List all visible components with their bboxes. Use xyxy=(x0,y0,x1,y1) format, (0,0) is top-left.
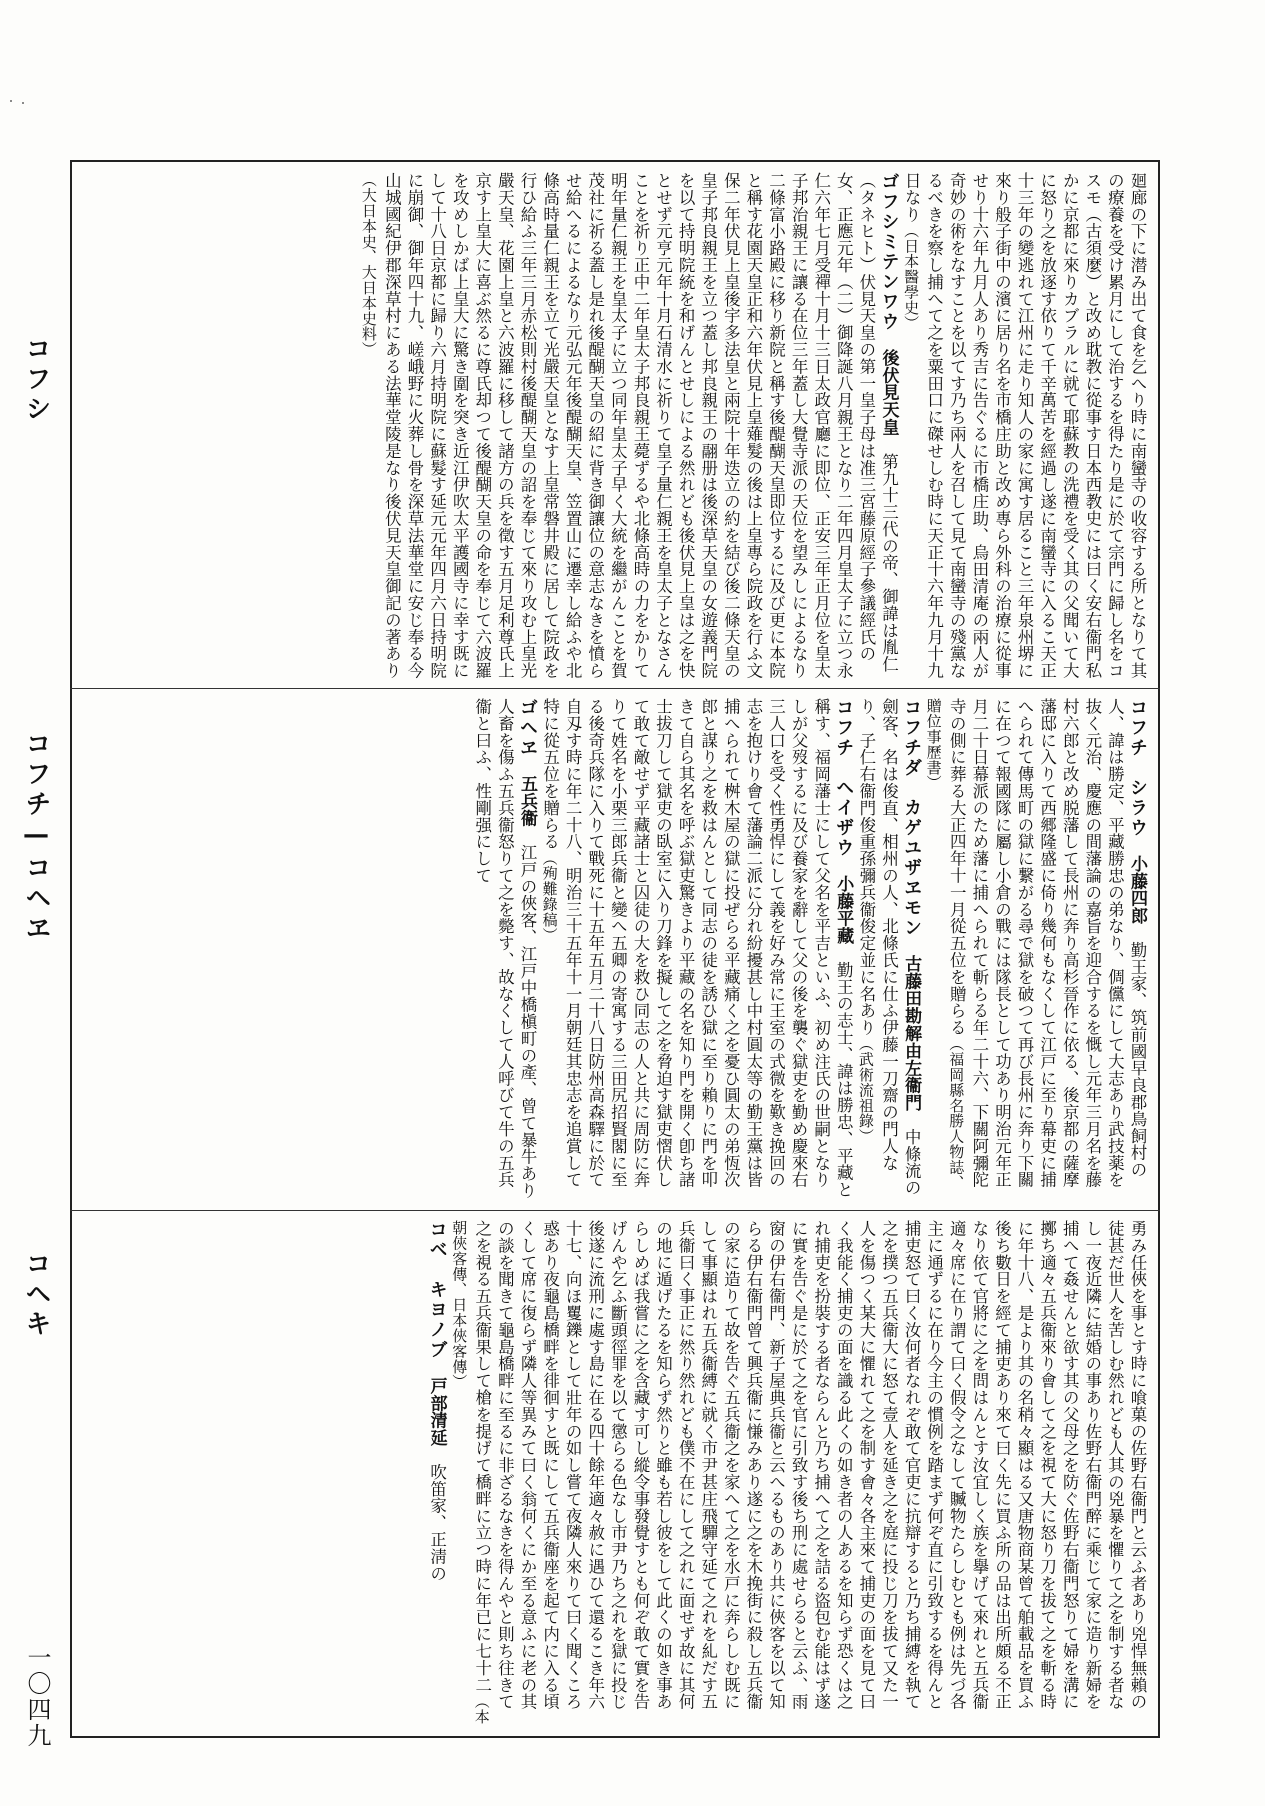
entry-name: 戸部清延 xyxy=(426,1376,447,1447)
continued-text: 廻廊の下に潜み出て食を乞へり時に南蠻寺の收容する所となりて其の療養を受け累月にして治するを得たり是に於て宗門に歸し名をコスモ（古須麼）と改め耽教に從事す日本西教史には曰く安右衞門私かに京都に來りカブラルに就て耶蘇教の洗禮を受く其の父聞いて大に怒り之を放逐す依りて千辛萬苦を經過し遂に南蠻寺に入るこ天正十三年の變逃れて江州に走り知人の家に寓す居ること三年泉州堺に來り般子街中の濱に居り名を市橋庄助と改め專ら外科の治療に從事せり十六年九月人あり秀吉に告ぐるに市橋庄助、烏田清庵の兩人が奇妙の術をなすことを以てす乃ち兩人を召して見て南蠻寺の殘黨なるべきを察し捕へて之を粟田口に磔せしむ時に天正十六年九月十九日なり xyxy=(902,172,1147,679)
entry-heading: ゴフシミテンワウ xyxy=(878,172,900,332)
source-note: （殉難錄稿） xyxy=(540,850,559,943)
section-top xyxy=(84,172,1148,680)
entry-body: 第九十三代の帝、御諱は胤仁（タネヒト）伏見天皇の第一皇子母は准三宮藤原經子參議經氏の女、正應元年（二）御降誕八月親王となり二年四月皇太子に立つ永仁六年七月受禪十月十三日太政官廳に即位、正安三年正月位を皇太子邦治親王に讓る在位三年蓋し大覺寺派の天位を望みしによるなり二條富小路殿に移り新院と稱す後醍醐天皇即位するに及び更に本院と稱す花園天皇正和六年伏見上皇薙髮の後は上皇專ら院政を行ふ文保二年伏見上皇後宇多法皇と兩院十年迭立の約を結び後二條天皇の皇子邦良親王を立つ蓋し邦良親王の翮册は後深草天皇の女遊義門院を以て持明院統を和げんとせしによる然れども後伏見上皇は之を快とせず元亨元年十月石清水に祈りて皇子量仁親王を皇太子となさんことを祈り正中二年皇太子邦良親王薨ずるや北條高時の力をかりて明年量仁親王を皇太子に立つ同年皇太子早く大統を繼がんことを賀茂社に祈る蓋し是れ後醍醐天皇の紹に背き御讓位の意志なきを憤らせ給へるによるなり元弘元年後醍醐天皇、笠置山に遷幸し給ふや北條高時量仁親王を立て光嚴天皇となす上皇常磐井殿に居して院政を行ひ給ふ三年三月赤松則村後醍醐天皇の詔を奉じて來り攻む上皇光嚴天皇、花園上皇と六波羅に移して諸方の兵を徵す五月足利尊氏上京す上皇大に喜ぶ然るに尊氏却つて後醍醐天皇の命を奉じて六波羅を攻めしかば上皇大に驚き圍を突き近江伊吹太平護國寺に幸す既にして十八日京都に歸り六月持明院に蘇髮す延元元年四月六日持明院に崩御、御年四十九、嵯峨野に火葬し骨を深草法華堂に安じ奉る今山城國紀伊郡深草村にある法華堂陵是なり後伏見天皇御記の著あり xyxy=(382,172,899,679)
sidebar-header-top: コフシ xyxy=(21,335,51,425)
entry-gohee xyxy=(470,698,538,1202)
section-divider-2 xyxy=(70,1210,1160,1211)
entry-name: 古藤田勘解由左衞門 xyxy=(901,954,922,1112)
source-note: （日本醫學史） xyxy=(902,222,921,331)
sidebar-header-bottom: コヘキ xyxy=(21,1250,51,1340)
entry-kofuchida xyxy=(854,698,922,1202)
section-bottom-text xyxy=(84,1220,1148,1726)
entry-heading: ゴヘヱ xyxy=(516,698,538,758)
page-number: 一〇四九 xyxy=(23,1645,51,1749)
entry-name: 小藤四郎 xyxy=(1127,854,1147,925)
entry-heading: コフチ シラウ xyxy=(1127,698,1148,838)
entry-body: 勤王の志士、諱は勝忠、平藏と稱す、福岡藩士にして父名を平吉といふ、初め注氏の世嗣となりしが父歿するに及び養家を辭して父の後を襲ぐ獄吏を勤め慶來右三人口を受く性勇悍にして義を好み常に王室の式微を歎き挽回の志を抱けり會て藩論二派に分れ紛擾甚し中村圓太等の勤王黨は皆捕へられて桝木屋の獄に投ぜらる平藏痛く之を憂ひ圓太の弟恆次郎と謀り之を救はんとして同志の徒を誘ひ獄に至り賴りに門を叩きて自ら其名を呼ぶ獄吏驚きより平藏の名を知り門を開く卽ち諸士拔刀して獄吏の臥室に入り刀鋒を擬して之を脅迫す獄吏慴伏して敢て敵せず平藏諸士と囚徒の大を救ひ同志の人と共に周防に奔りて姓名を小栗三郎兵衞と變へ五卿の寄寓する三田尻招賢閣に至る後奇兵隊に入りて戰死に十五年五月二十八日防州高森驛に於て自刄す時に年二十八、明治三十五年十一月朝廷其忠志を追賞して特に從五位を贈らる xyxy=(540,698,854,1199)
entry-heading: コフチダ カゲユザヱモン xyxy=(901,698,923,938)
entry-body: 吹笛家、正淸の xyxy=(427,1463,447,1582)
section-middle-text xyxy=(84,698,1148,1202)
source-note: （本朝俠客傳、日本俠客傳） xyxy=(450,1220,491,1725)
entry-name: 五兵衞 xyxy=(516,774,537,828)
source-note: （福岡縣名勝人物誌、贈位事歷書） xyxy=(924,698,966,1190)
entry-body: 勤王家、筑前國早良郡鳥飼村の人、諱は勝定、平藏勝忠の弟なり、倜儻にして大志あり武技薬を抜く元治、慶應の間藩論の嘉旨を迎合するを慨し元年三月名を藤村六郎と改め脱藩して長州に奔り高杉晉作に依る、後京都の薩摩藩邸に入りて西郷隆盛に倚り幾何もなくして江戸に至り幕吏に捕へられて傳馬町の獄に繋がる尋で獄を破つて再び長州に奔り下關に在つて報國隊に屬し小倉の戰には隊長として功あり明治元年正月二十日幕派のため藩に捕へられて斬らる年二十六、下關阿彌陀寺の側に葬る大正四年十一月從五位を贈らる xyxy=(947,698,1147,1189)
entry-name: 小藤平藏 xyxy=(833,874,854,945)
source-note: （大日本史、大日本史料） xyxy=(359,172,378,357)
entry-heading: コベ キヨノブ xyxy=(426,1220,448,1360)
section-divider-1 xyxy=(70,688,1160,689)
entry-kofuchi-heizou xyxy=(538,698,854,1202)
entry-go-fushimi xyxy=(357,172,899,680)
section-top-text xyxy=(84,172,1148,680)
entry-body: 江戸の俠客、江戸中橋槇町の產、曾て暴牛あり人畜を傷ふ五兵衞怒りて之を斃す、故なくして人呼びて牛の五兵衞と曰ふ、性剛强にして xyxy=(472,698,537,1199)
paragraph xyxy=(899,172,1148,680)
sidebar-header-middle: コフチ—コヘヱ xyxy=(21,730,51,944)
print-speck xyxy=(22,102,24,104)
section-middle xyxy=(84,698,1148,1202)
entry-kofuchi-shirou xyxy=(922,698,1148,1202)
print-speck xyxy=(10,100,12,102)
entry-body: 中條流の劍客、名は俊直、相州の人、北條氏に仕ふ伊藤一刀齋の門人なり、子仁右衞門俊重孫彌兵衞俊定並に名あり xyxy=(856,698,922,1197)
continued-text: 勇み任俠を事とす時に喰菓の佐野右衞門と云ふ者あり兇悍無賴の徒甚だ世人を苦しむ然れども人其の兇暴を懼りて之を制する者なし一夜近隣に結婚の事あり佐野右衞門醉に乘じて家に造り新婦を捕へて姦せんと欲す其の父母之を防ぐ佐野右衞門怒りて婦を溝に擲ち適々五兵衞來り會して之を視て大に怒り刀を拔て之を斬る時に年十八、是より其の名稍々顯はる又唐物商某曾て舶載品を買ふ後ち數日を經て捕吏あり來て曰く先に買ふ所の品は出所頗る不正なり依て官將に之を問はんとす汝宜しく族を擧げて來れと五兵衞適々席に在り謂て曰く假令之なして贓物たらしむとも例は先づ各主に通ずるに在り今主の慣例を踏まず何ぞ直に引致するを得んと捕吏怒て曰く汝何者なれぞ敢て官吏に抗辯すると乃ち捕縛を執て之を撲つ五兵衞大に怒て壹人を延き之を庭に投じ刀を拔て又た一人を傷つく某大に懼れて之を制す會々各主來て捕吏の面を見て曰く我能く捕吏の面を識る此くの如き者の人あるを知らず恐くは之れ捕吏を扮裝する者ならんと乃ち捕へて之を詰る盜包む能はず遂に實を告ぐ是に於て之を官に引致す後ち刑に處せらると云ふ、雨窗の伊右衞門、新子屋典兵衞と云へるものあり共に俠客を以て知らる伊右衞門曾て興兵衞に慊みあり遂に之を木挽街に殺し五兵衞の家に造りて故を告ぐ五兵衞之を家へて之を水戸に奔らしむ既にして事顯はれ五兵衞縛に就く市尹甚庄飛驒守延て之れを糺だす五兵衞曰く事正に然り然れども僕不在にして之れに面せず故に其何の地に遁げたるを知らず然りと雖も若し彼をして此くの如き事あらしめば我嘗に之を含藏す可し縱令事發覺すとも何ぞ敢て實を告げんや乞ふ斷頭徑罪を以て懲らる色なし市尹乃ち之れを獄に投じ後遂に流刑に處す島に在る四十餘年適々赦に遇ひて還るこき年六十七、向ほ矍鑠として壯年の如し嘗て夜隣人來りて曰く聞くころ惑あり夜龜島橋畔を徘徊すと既にして五兵衞座を起て内に入る頃くして席に復らず隣人等異みて曰く翁何くにか至る意ふに老の其の談を聞きて龜島橋畔に至るに非ざるなきを得んやと則ち往きて之を視る五兵衞果して槍を提げて橋畔に立つ時に年已に七十二 xyxy=(472,1220,1147,1711)
source-note: （武術流祖錄） xyxy=(856,1036,875,1144)
entry-kobe-kiyonobu xyxy=(425,1220,448,1726)
paragraph xyxy=(448,1220,1148,1726)
entry-heading: コフチ ヘイザウ xyxy=(833,698,855,858)
section-bottom xyxy=(84,1220,1148,1726)
entry-name: 後伏見天皇 xyxy=(878,348,899,436)
